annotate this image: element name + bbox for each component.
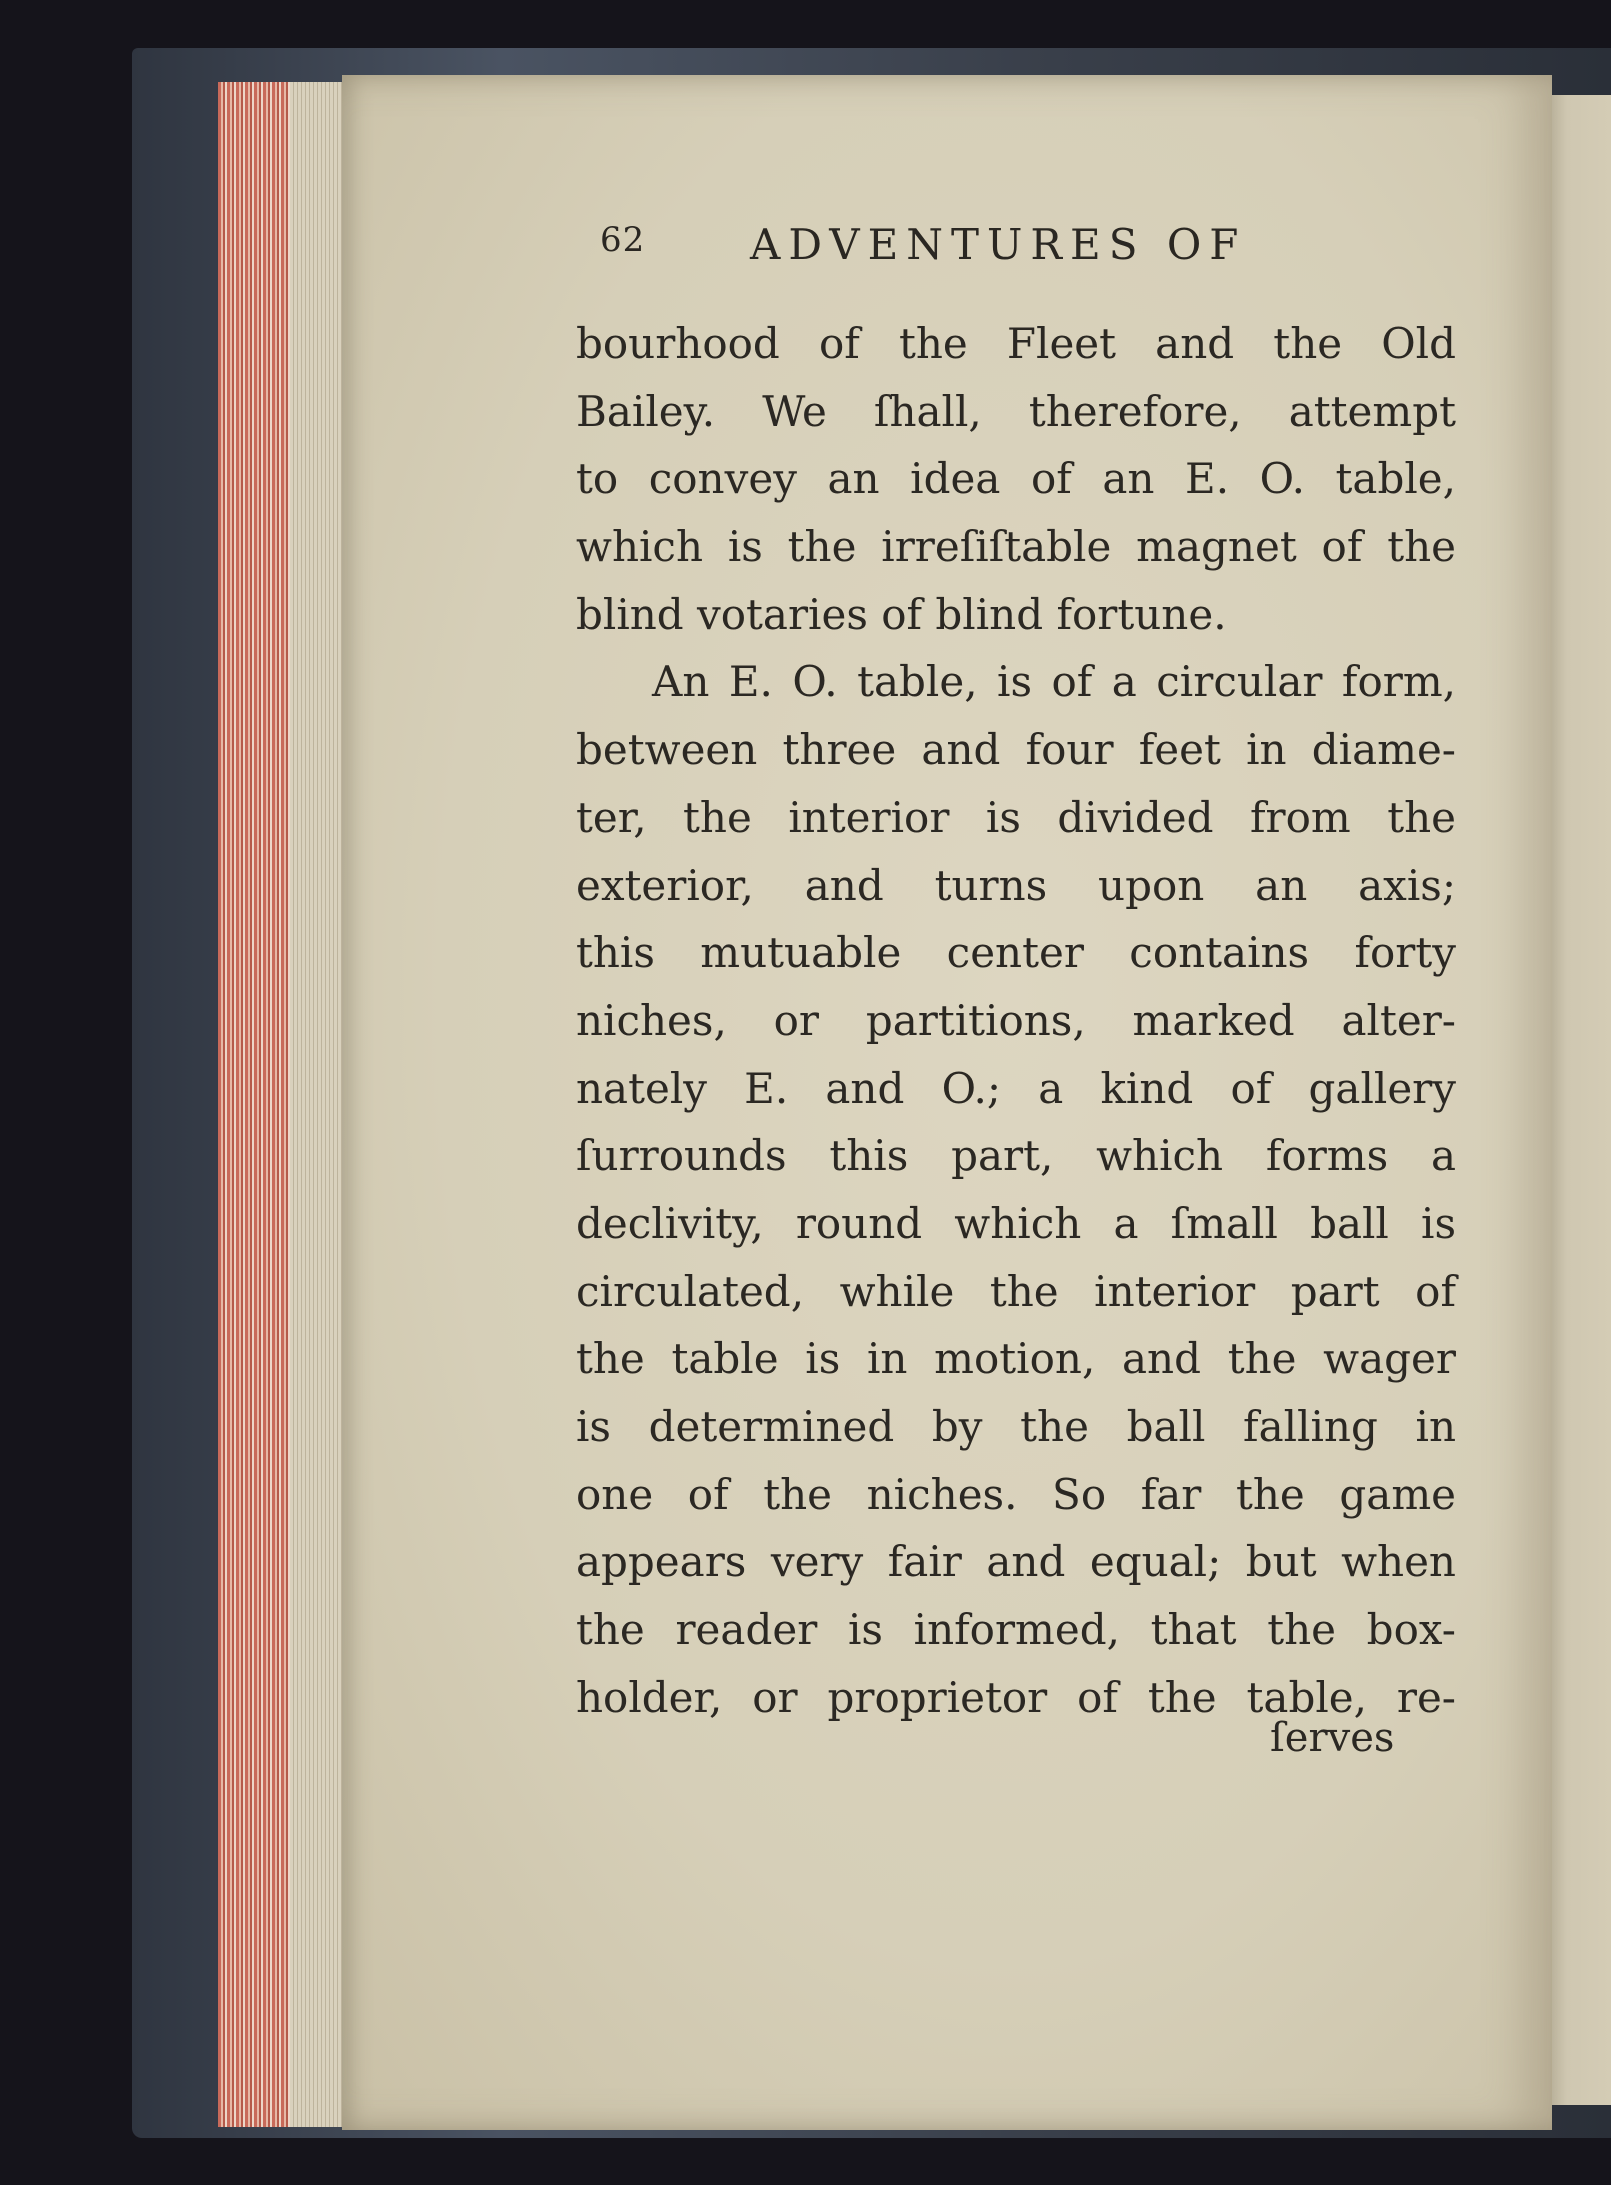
text-line: which is the irreſiſtable magnet of the	[576, 522, 1456, 572]
text-line: nately E. and O.; a kind of gallery	[576, 1063, 1456, 1113]
text-line: ter, the interior is divided from the	[576, 792, 1456, 842]
text-line: is determined by the ball falling in	[576, 1402, 1456, 1451]
text-line: between three and four feet in diame-	[576, 725, 1456, 775]
text-line: appears very fair and equal; but when	[576, 1537, 1456, 1587]
text-line: declivity, round which a ſmall ball is	[576, 1198, 1456, 1248]
text-line: the reader is informed, that the box-	[576, 1605, 1456, 1655]
text-line: this mutuable center contains forty	[576, 928, 1456, 978]
text-line: circulated, while the interior part of	[576, 1266, 1456, 1316]
text-line: Bailey. We ſhall, therefore, attempt	[576, 386, 1456, 436]
body-text	[576, 310, 1456, 1731]
text-line: bourhood of the Fleet and the Old	[576, 319, 1456, 368]
text-line: one of the niches. So far the game	[576, 1469, 1456, 1519]
page-header	[600, 220, 1360, 280]
text-line: exterior, and turns upon an axis;	[576, 860, 1456, 910]
facing-page-edge	[1548, 95, 1611, 2105]
text-line: to convey an idea of an E. O. table,	[576, 454, 1456, 504]
text-line: niches, or partitions, marked alter-	[576, 995, 1456, 1045]
page-number: 62	[600, 220, 646, 260]
text-line: blind votaries of blind fortune.	[576, 589, 1227, 639]
running-head: ADVENTURES OF	[750, 220, 1247, 269]
catchword: ſerves	[1270, 1715, 1395, 1761]
text-line: holder, or proprietor of the table, re-	[576, 1672, 1456, 1722]
text-line: An E. O. table, is of a circular form,	[652, 657, 1456, 707]
page-edges-inner	[290, 82, 348, 2127]
text-line: ſurrounds this part, which forms a	[576, 1131, 1456, 1181]
text-line: the table is in motion, and the wager	[576, 1334, 1456, 1384]
